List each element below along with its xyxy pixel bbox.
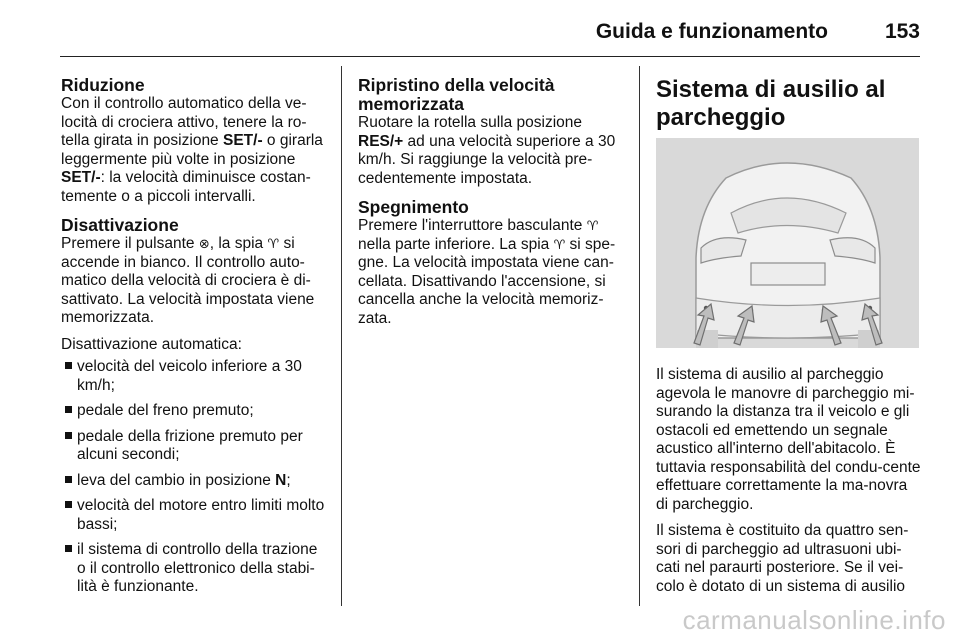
key-res: RES/+ <box>358 132 404 150</box>
section-riduzione <box>61 76 327 206</box>
cruise-control-icon: ♈ <box>267 236 280 251</box>
header-rule <box>60 56 920 57</box>
paragraph-ripristino <box>358 114 624 188</box>
text: ad una velocità superiore a 30 km/h. Si raggiunge la velocità pre-cedentemente impostata. <box>358 132 616 187</box>
column-divider-1 <box>341 66 342 606</box>
column-2 <box>358 76 624 338</box>
text: nella parte inferiore. La spia <box>358 235 554 253</box>
text: , la spia <box>209 235 268 252</box>
heading-ripristino: Ripristino della velocità memorizzata <box>358 75 555 114</box>
list-item <box>61 497 327 534</box>
cruise-control-icon: ♈ <box>553 236 566 252</box>
deactivation-list <box>61 358 327 597</box>
text: pedale del freno premuto; <box>77 402 254 419</box>
text: Premere l'interruttore basculante <box>358 217 587 234</box>
gear-n: N <box>275 471 287 489</box>
text: si accende in bianco. Il controllo auto-matico della velocità di crociera è di-sattivato. La velocità impostata viene memorizzata. <box>61 235 315 326</box>
car-rear-image <box>656 138 919 348</box>
text: : la velocità diminuisce costan-temente o a piccoli intervalli. <box>61 169 311 205</box>
bullet-icon <box>65 406 72 413</box>
heading-spegnimento: Spegnimento <box>358 197 469 217</box>
heading-parking-assist: Sistema di ausilio al parcheggio <box>656 76 886 131</box>
text: Con il controllo automatico della ve-locità di crociera attivo, tenere la ro-tella girata in posizione <box>61 95 307 149</box>
column-divider-2 <box>639 66 640 606</box>
paragraph-parking-1: Il sistema di ausilio al parcheggio agevola le manovre di parcheggio mi-surando la distanza tra il veicolo e gli ostacoli ed emettendo un segnale acustico all'interno dell'abitacolo. È tuttavia responsabilità del condu-cente effettuare correttamente la ma-novra di parcheggio. <box>656 366 921 513</box>
paragraph-riduzione <box>61 95 327 206</box>
auto-deactivation-label: Disattivazione automatica: <box>61 335 242 353</box>
bullet-icon <box>65 501 72 508</box>
watermark: carmanualsonline.info <box>682 605 946 635</box>
text: velocità del motore entro limiti molto bassi; <box>77 497 325 533</box>
text: pedale della frizione premuto per alcuni secondi; <box>77 427 303 463</box>
paragraph-parking-2: Il sistema è costituito da quattro sen-sori di parcheggio ad ultrasuoni ubi-cati nel paraurti posteriore. Se il vei-colo è dotato di un sistema di ausilio <box>656 522 909 595</box>
bullet-icon <box>65 545 72 552</box>
section-spegnimento <box>358 198 624 328</box>
heading-riduzione: Riduzione <box>61 75 145 95</box>
text: il sistema di controllo della trazione o il controllo elettronico della stabi-lità è funzionante. <box>77 541 318 595</box>
column-1 <box>61 76 327 607</box>
cruise-control-icon: ♈ <box>586 218 599 233</box>
car-rear-illustration <box>656 138 919 348</box>
text: leva del cambio in posizione <box>77 471 276 489</box>
list-item <box>61 472 327 491</box>
key-set: SET/- <box>223 132 263 149</box>
section-disattivazione <box>61 216 327 597</box>
list-item <box>61 402 327 421</box>
header-title: Guida e funzionamento <box>595 20 828 43</box>
text: velocità del veicolo inferiore a 30 km/h; <box>77 358 302 394</box>
page-number: 153 <box>884 20 920 43</box>
text: o girarla leggermente più volte in posizione <box>61 132 323 168</box>
paragraph-disattivazione <box>61 235 327 328</box>
page-header <box>60 18 920 58</box>
license-plate <box>751 263 825 285</box>
key-set: SET/- <box>61 169 101 186</box>
list-item <box>61 541 327 597</box>
section-ripristino <box>358 76 624 188</box>
list-item <box>61 428 327 465</box>
bullet-icon <box>65 362 72 369</box>
text: si spe-gne. La velocità impostata viene can-cellata. Disattivando l'accensione, si cancella anche la velocità memoriz-zata. <box>358 235 616 327</box>
bullet-icon <box>65 476 72 483</box>
text: Ruotare la rotella sulla posizione <box>358 114 583 131</box>
text: ; <box>286 471 291 489</box>
column-3 <box>656 76 922 604</box>
heading-disattivazione: Disattivazione <box>61 215 179 235</box>
list-item <box>61 358 327 395</box>
text: Premere il pulsante <box>61 235 199 252</box>
bullet-icon <box>65 432 72 439</box>
paragraph-spegnimento <box>358 217 624 328</box>
cruise-off-icon: ⊗ <box>198 236 210 251</box>
